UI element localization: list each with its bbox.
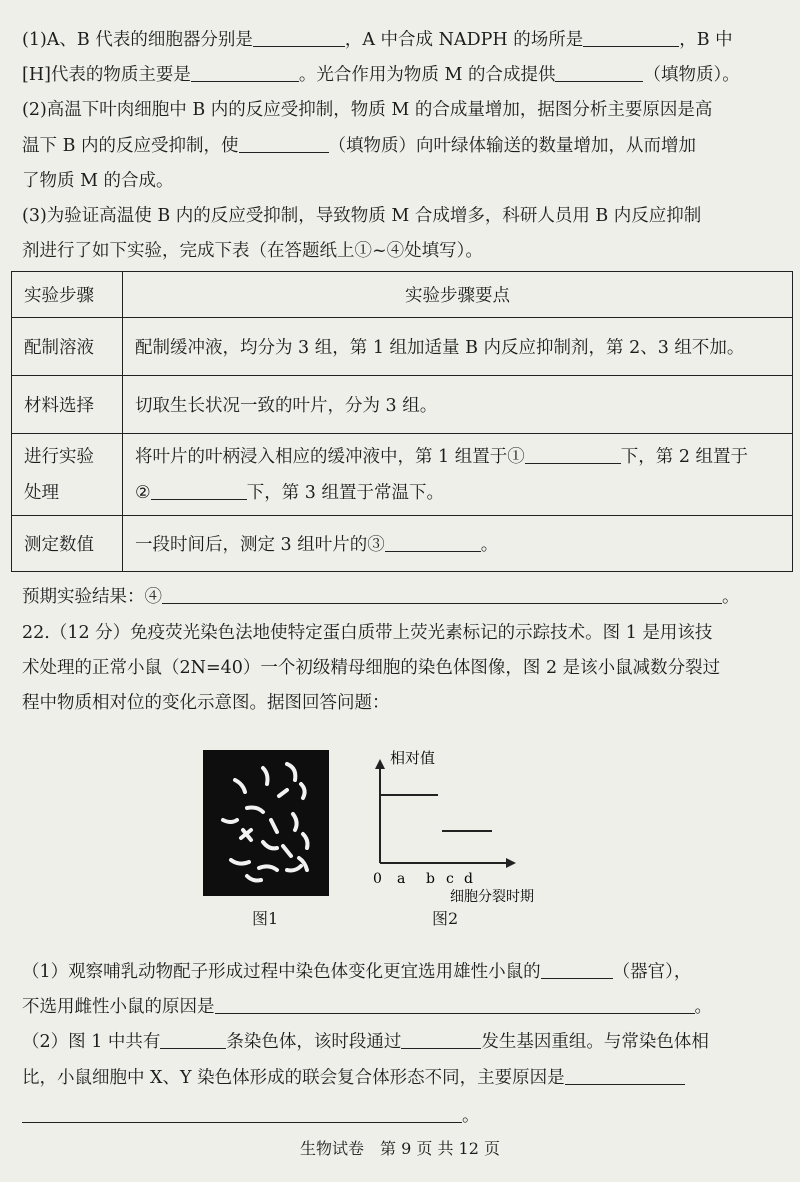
- answer-blank[interactable]: [215, 995, 695, 1014]
- q22-part2-line2: 比，小鼠细胞中 X、Y 染色体形成的联会复合体形态不同，主要原因是: [22, 1066, 685, 1089]
- q22-part1-line2: 不选用雌性小鼠的原因是 。: [22, 997, 712, 1017]
- q22-part1-line1: （1）观察哺乳动物配子形成过程中染色体变化更宜选用雄性小鼠的 （器官），: [22, 962, 692, 982]
- y-axis-label: 相对值: [390, 749, 436, 767]
- q21-part2-line1: (2)高温下叶肉细胞中 B 内的反应受抑制，物质 M 的合成量增加，据图分析主要原因是高: [22, 100, 713, 120]
- answer-blank[interactable]: [160, 1030, 226, 1049]
- y-axis-arrow: [375, 759, 385, 769]
- chromosome-glyphs: [203, 750, 329, 896]
- step-cell: 进行实验 处理: [12, 434, 123, 516]
- answer-blank[interactable]: [565, 1066, 685, 1085]
- figure1-chromosome-image: [203, 750, 329, 896]
- answer-blank-4[interactable]: [162, 585, 722, 604]
- q21-part1-line1: (1)A、B 代表的细胞器分别是 ，A 中合成 NADPH 的场所是 ，B 中: [22, 30, 733, 50]
- q22-part2-line3: 。: [22, 1104, 480, 1127]
- tick-a: a: [397, 871, 406, 887]
- tick-b: b: [426, 871, 435, 887]
- table-row: [12, 516, 793, 572]
- page-footer: 生物试卷 第 9 页 共 12 页: [300, 1139, 500, 1158]
- answer-blank-2[interactable]: [151, 481, 247, 500]
- table-row: [12, 376, 793, 434]
- q21-part3-line1: (3)为验证高温使 B 内的反应受抑制，导致物质 M 合成增多，科研人员用 B 内反应抑制: [22, 206, 702, 226]
- answer-blank-1[interactable]: [525, 445, 621, 464]
- q22-line2: 术处理的正常小鼠（2N=40）一个初级精母细胞的染色体图像，图 2 是该小鼠减数分裂过: [22, 658, 721, 678]
- step-cell: 测定数值: [12, 516, 123, 572]
- figure2-relative-value-chart: [350, 745, 590, 910]
- x-axis-label: 细胞分裂时期: [450, 889, 534, 905]
- points-cell: 切取生长状况一致的叶片，分为 3 组。: [123, 376, 793, 434]
- tick-d: d: [464, 871, 473, 887]
- table-row: [12, 318, 793, 376]
- points-cell: 配制缓冲液，均分为 3 组，第 1 组加适量 B 内反应抑制剂，第 2、3 组不加。: [123, 318, 793, 376]
- header-points: 实验步骤要点: [123, 272, 793, 318]
- experiment-table: [11, 271, 793, 572]
- answer-blank[interactable]: [253, 28, 345, 47]
- header-step: 实验步骤: [12, 272, 123, 318]
- q21-part1-line2: [H]代表的物质主要是 。光合作用为物质 M 的合成提供 （填物质）。: [22, 65, 740, 85]
- q22-part2-line1: （2）图 1 中共有 条染色体，该时段通过 发生基因重组。与常染色体相: [22, 1032, 709, 1052]
- points-cell: 一段时间后，测定 3 组叶片的③ 。: [123, 516, 793, 572]
- q21-part2-line2: 温下 B 内的反应受抑制，使 （填物质）向叶绿体输送的数量增加，从而增加: [22, 136, 696, 156]
- table-row: [12, 434, 793, 516]
- q21-part2-line3: 了物质 M 的合成。: [22, 171, 174, 191]
- answer-blank[interactable]: [555, 63, 643, 82]
- q22-line3: 程中物质相对位的变化示意图。据图回答问题：: [22, 693, 390, 713]
- answer-blank[interactable]: [22, 1104, 462, 1123]
- answer-blank[interactable]: [541, 960, 613, 979]
- answer-blank[interactable]: [191, 63, 299, 82]
- answer-blank-3[interactable]: [385, 533, 481, 552]
- tick-c: c: [446, 871, 454, 887]
- tick-0: 0: [373, 871, 382, 887]
- table-header-row: [12, 272, 793, 318]
- answer-blank[interactable]: [239, 134, 329, 153]
- step-cell: 材料选择: [12, 376, 123, 434]
- q22-line1: 22.（12 分）免疫荧光染色法地使特定蛋白质带上荧光素标记的示踪技术。图 1 是用该技: [22, 623, 713, 643]
- answer-blank[interactable]: [401, 1030, 481, 1049]
- answer-blank[interactable]: [583, 28, 679, 47]
- x-axis-arrow: [506, 858, 516, 868]
- figure1-caption: 图1: [252, 909, 279, 928]
- expected-result: 预期实验结果：④ 。: [22, 587, 740, 607]
- q21-part3-line2: 剂进行了如下实验，完成下表（在答题纸上①~④处填写）。: [22, 241, 483, 261]
- figure2-caption: 图2: [432, 909, 459, 928]
- step-cell: 配制溶液: [12, 318, 123, 376]
- points-cell: 将叶片的叶柄浸入相应的缓冲液中，第 1 组置于① 下，第 2 组置于 ② 下，第 3 组置于常温下。: [123, 434, 793, 516]
